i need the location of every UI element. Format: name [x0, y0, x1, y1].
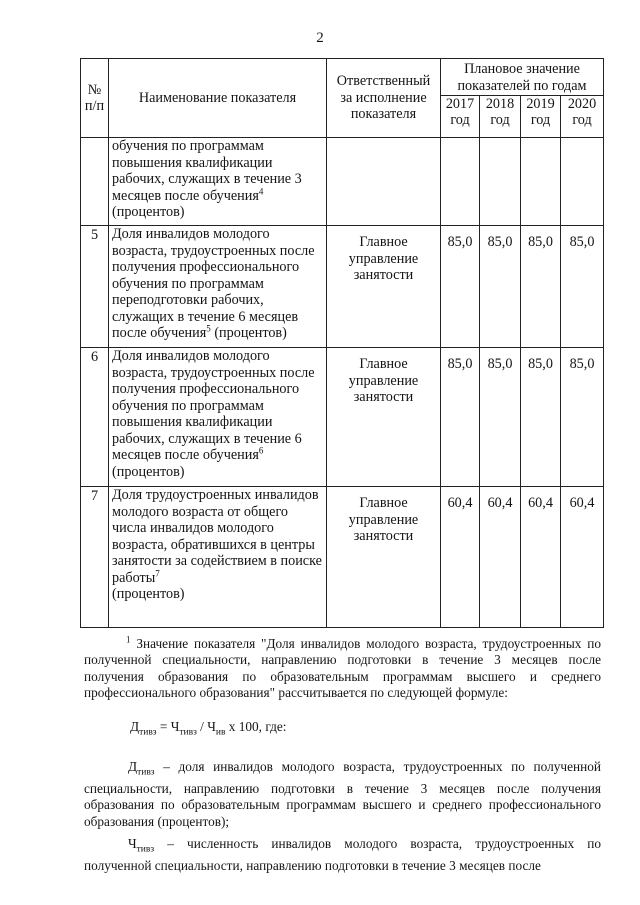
page-number: 2	[316, 30, 324, 46]
year-label: 2018	[485, 96, 515, 112]
footnote-ref: 6	[258, 445, 264, 456]
header-name: Наименование показателя	[109, 59, 327, 138]
indicators-table	[80, 58, 604, 628]
footnote-ref: 7	[155, 567, 160, 578]
formula-ch1-sub: тивз	[179, 727, 197, 738]
indicator-name	[109, 487, 327, 628]
definition-text: – численность инвалидов молодого возраста, трудоустроенных по полученной специальности, направлению подготовки в течение 3 месяцев после	[84, 835, 601, 873]
value-2017: 85,0	[441, 226, 480, 348]
value-2017: 60,4	[441, 487, 480, 628]
definition-sub: тивз	[137, 767, 155, 778]
responsible-cell: Главное управление занятости	[327, 348, 441, 487]
value-2018	[480, 138, 521, 226]
header-plan: Плановое значение показателей по годам	[441, 59, 604, 96]
value-2017: 85,0	[441, 348, 480, 487]
row-number	[81, 138, 109, 226]
indicator-name	[109, 226, 327, 348]
definition-symbol: Ч	[128, 835, 137, 851]
footnote-1-text: Значение показателя "Доля инвалидов молодого возраста, трудоустроенных по полученной специальности, направлению подготовки в течение 3 месяцев после получения образования по образовательным программам высшего и среднего профессионального образования" рассчитывается по следующей формуле:	[84, 636, 601, 700]
definition-sub: тивз	[136, 844, 155, 855]
formula-tail: х 100, где:	[225, 719, 287, 735]
header-row	[81, 59, 604, 96]
formula	[84, 719, 601, 741]
value-2019: 85,0	[521, 226, 561, 348]
value-2019	[521, 138, 561, 226]
indicator-text: Доля инвалидов молодого возраста, трудоустроенных после получения профессионального обучения по программам переподготовки рабочих, служащих в течение 6 месяцев после обучения	[112, 226, 315, 341]
header-year-2017	[441, 96, 480, 138]
formula-d-sub: тивз	[139, 727, 157, 738]
value-2017	[441, 138, 480, 226]
value-2018: 85,0	[480, 348, 521, 487]
value-2020: 85,0	[561, 348, 604, 487]
table-row	[81, 348, 604, 487]
formula-ch1: Ч	[170, 719, 180, 735]
value-2020	[561, 138, 604, 226]
year-suffix: год	[530, 112, 551, 128]
table-row	[81, 226, 604, 348]
value-2019: 60,4	[521, 487, 561, 628]
indicator-text: Доля инвалидов молодого возраста, трудоустроенных после получения профессионального обучения по программам повышения квалификации рабочих, служащих в течение 6 месяцев после обучения	[112, 348, 315, 463]
formula-ch2-sub: ив	[215, 727, 226, 738]
row-number: 7	[81, 487, 109, 628]
definition-symbol: Д	[128, 759, 138, 775]
table-row	[81, 138, 604, 226]
definition-ch	[84, 836, 601, 874]
header-year-2018	[480, 96, 521, 138]
responsible-cell	[327, 138, 441, 226]
year-suffix: год	[450, 112, 470, 128]
value-2018: 60,4	[480, 487, 521, 628]
value-2018: 85,0	[480, 226, 521, 348]
header-num	[81, 59, 109, 138]
row-number: 6	[81, 348, 109, 487]
indicator-name	[109, 138, 327, 226]
footnote-ref: 4	[258, 185, 264, 196]
year-label: 2020	[567, 96, 597, 112]
value-2020: 60,4	[561, 487, 604, 628]
indicator-unit: (процентов)	[112, 204, 185, 220]
indicator-unit: (процентов)	[112, 463, 185, 480]
year-suffix: год	[490, 112, 510, 128]
year-label: 2019	[526, 96, 555, 112]
year-suffix: год	[572, 112, 592, 128]
definition-d	[84, 759, 601, 830]
header-responsible: Ответственный за исполнение показателя	[327, 59, 441, 138]
footnote-1	[84, 636, 601, 701]
indicator-name	[109, 348, 327, 487]
header-year-2020	[561, 96, 604, 138]
formula-d: Д	[130, 719, 140, 735]
indicator-text: обучения по программам повышения квалификации рабочих, служащих в течение 3 месяцев после обучения	[112, 138, 302, 204]
footnote-ref: 5	[206, 323, 211, 334]
header-num-label: № п/п	[84, 82, 105, 114]
definition-text: – доля инвалидов молодого возраста, трудоустроенных по полученной специальности, направлению подготовки в течение 3 месяцев после получения образования по образовательным программам высшего и среднего профессионального образования (процентов);	[84, 759, 601, 829]
indicator-unit: (процентов)	[210, 325, 287, 341]
formula-eq: =	[156, 719, 171, 735]
value-2020: 85,0	[561, 226, 604, 348]
table-row	[81, 487, 604, 628]
footnotes	[84, 636, 601, 874]
formula-div: /	[196, 719, 208, 735]
year-label: 2017	[445, 96, 475, 112]
header-year-2019	[521, 96, 561, 138]
responsible-cell: Главное управление занятости	[327, 226, 441, 348]
formula-ch2: Ч	[207, 719, 216, 735]
indicator-text: Доля трудоустроенных инвалидов молодого возраста от общего числа инвалидов молодого возраста, обратившихся в центры занятости за содействием в поиске работы	[112, 487, 322, 586]
indicator-unit: (процентов)	[112, 586, 185, 602]
value-2019: 85,0	[521, 348, 561, 487]
row-number: 5	[81, 226, 109, 348]
footnote-marker: 1	[126, 634, 131, 645]
responsible-cell: Главное управление занятости	[327, 487, 441, 628]
